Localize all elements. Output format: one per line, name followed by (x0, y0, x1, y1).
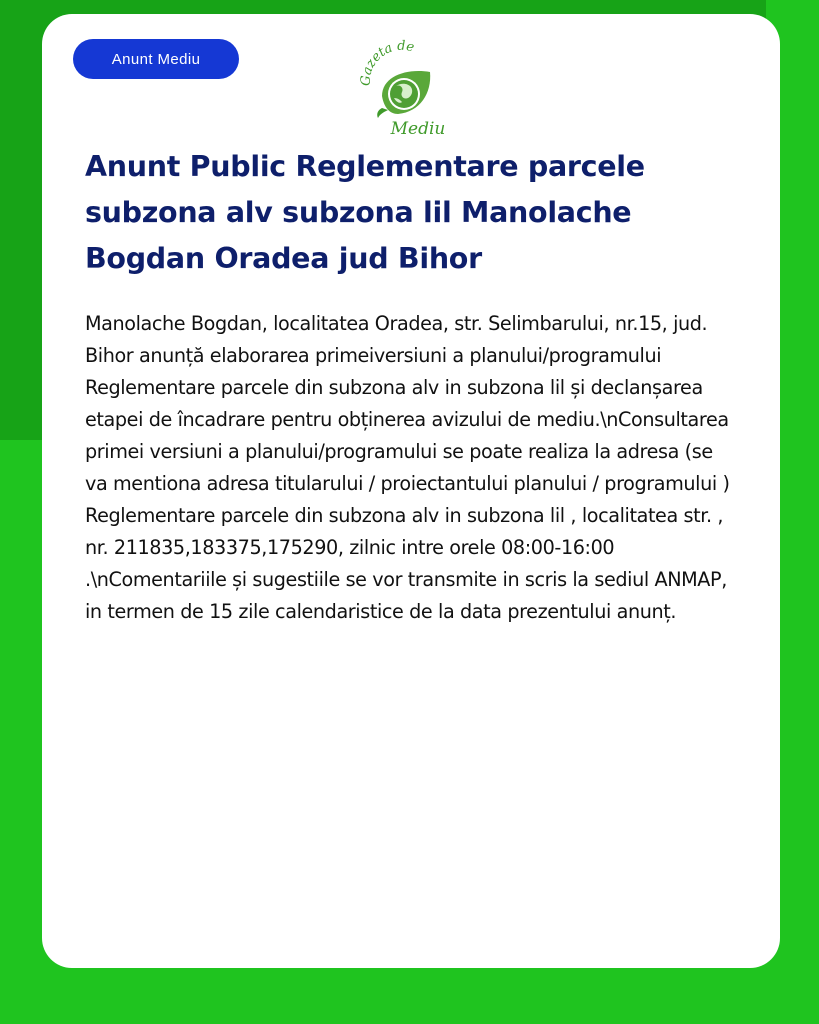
announcement-title: Anunt Public Reglementare parcele subzona alv subzona lil Manolache Bogdan Oradea jud Bihor (85, 150, 645, 275)
logo-top-text: Gazeta de (358, 38, 416, 87)
category-badge[interactable]: Anunt Mediu (73, 39, 239, 79)
announcement-card (42, 14, 780, 968)
logo-bottom-text: Mediu (390, 119, 446, 138)
gazeta-de-mediu-logo (352, 38, 452, 138)
leaf-globe-icon (377, 71, 430, 118)
announcement-body: Manolache Bogdan, localitatea Oradea, str. Selimbarului, nr.15, jud. Bihor anunță elaborarea primeiversiuni a planului/programului Reglementare parcele din subzona alv in subzona lil și declanșarea etapei de încadrare pentru obținerea avizului de mediu.\nConsultarea primei versiuni a planului/programului se poate realiza la adresa (se va mentiona adresa titularului / proiectantului planului / programului ) Reglementare parcele din subzona alv in subzona lil , localitatea str. , nr. 211835,183375,175290, zilnic intre orele 08:00-16:00 .\nComentariile și sugestiile se vor transmite in scris la sediul ANMAP, in termen de 15 zile calendaristice de la data prezentului anunț. (85, 312, 730, 623)
